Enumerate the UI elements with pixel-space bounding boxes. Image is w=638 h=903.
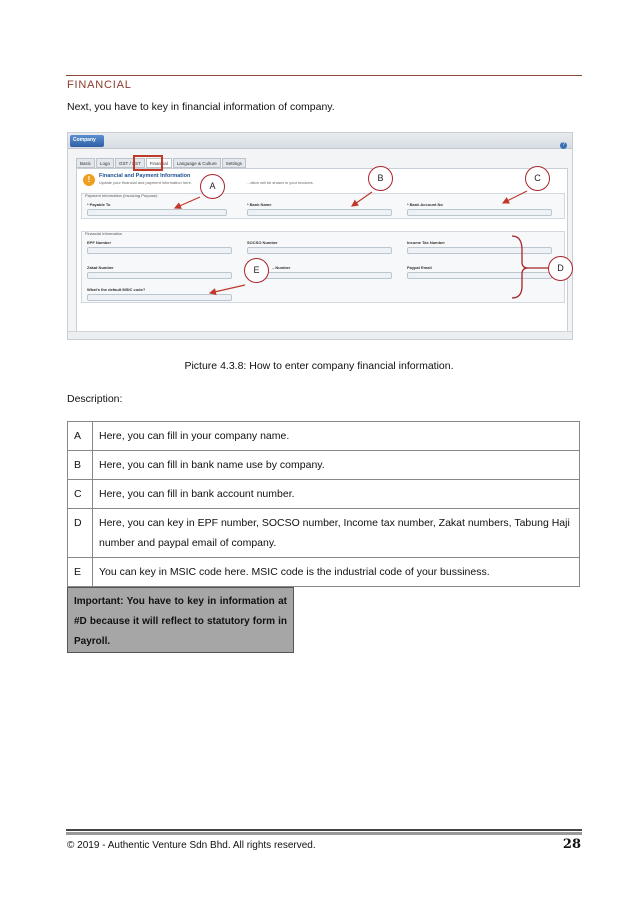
callout-c: C <box>525 166 550 191</box>
row-text: Here, you can fill in bank name use by company. <box>93 451 580 480</box>
row-text: Here, you can key in EPF number, SOCSO number, Income tax number, Zakat numbers, Tabung Haji number and paypal email of company. <box>93 509 580 558</box>
screenshot-footer-bar <box>68 331 573 340</box>
tab-financial: Financial <box>146 158 172 168</box>
row-key: D <box>68 509 93 558</box>
page-number: 28 <box>562 837 581 852</box>
panel-title: Financial and Payment Information <box>99 173 191 179</box>
bank-account-label: * Bank Account No <box>407 202 443 207</box>
financial-group-label: Financial Information <box>85 231 123 236</box>
paypal-label: Paypal Email <box>407 265 432 270</box>
financial-panel <box>76 168 568 338</box>
footer-copyright: © 2019 - Authentic Venture Sdn Bhd. All rights reserved. <box>67 840 316 851</box>
bank-account-field <box>407 209 552 216</box>
row-text: You can key in MSIC code here. MSIC code is the industrial code of your bussiness. <box>93 558 580 587</box>
table-row <box>68 451 580 480</box>
row-key: C <box>68 480 93 509</box>
callout-a: A <box>200 174 225 199</box>
callout-d: D <box>548 256 573 281</box>
tabung-haji-label: ...Number <box>272 265 291 270</box>
row-key: B <box>68 451 93 480</box>
income-tax-field <box>407 247 552 254</box>
panel-subtitle-right: ...ation will be shown in your invoices. <box>247 180 314 185</box>
row-key: A <box>68 422 93 451</box>
intro-text: Next, you have to key in financial information of company. <box>67 101 335 113</box>
msic-label: What's the default MSIC code? <box>87 287 146 292</box>
income-tax-label: Income Tax Number <box>407 240 445 245</box>
description-label: Description: <box>67 393 123 405</box>
payable-to-label: * Payable To <box>87 202 111 207</box>
tabung-haji-field <box>247 272 392 279</box>
bank-name-field <box>247 209 392 216</box>
company-tab: Company <box>70 135 104 147</box>
section-title: FINANCIAL <box>67 79 132 91</box>
table-row <box>68 558 580 587</box>
description-table <box>67 421 580 587</box>
callout-e: E <box>244 258 269 283</box>
financial-group <box>81 231 565 303</box>
figure-caption: Picture 4.3.8: How to enter company financial information. <box>184 360 454 372</box>
epf-label: EPF Number <box>87 240 112 245</box>
important-note: Important: You have to key in information at #D because it will reflect to statutory form in Payroll. <box>67 587 294 653</box>
info-icon: ! <box>83 174 95 186</box>
socso-label: SOCSO Number <box>247 240 278 245</box>
tab-gst-sst: GST / SST <box>115 158 145 168</box>
epf-field <box>87 247 232 254</box>
row-key: E <box>68 558 93 587</box>
zakat-label: Zakat Number <box>87 265 114 270</box>
footer-rule-shadow <box>66 832 582 835</box>
footer-rule <box>66 829 582 831</box>
screenshot-header <box>68 133 572 149</box>
tab-language-culture: Language & Culture <box>173 158 221 168</box>
header-rule <box>66 75 582 76</box>
row-text: Here, you can fill in your company name. <box>93 422 580 451</box>
payment-group-label: Payment Information (Invoicing Purpose) <box>85 193 158 198</box>
row-text: Here, you can fill in bank account number. <box>93 480 580 509</box>
callout-b: B <box>368 166 393 191</box>
socso-field <box>247 247 392 254</box>
table-row <box>68 509 580 558</box>
financial-tab-highlight <box>133 155 163 171</box>
help-icon: ? <box>560 142 567 149</box>
table-row <box>68 480 580 509</box>
bank-name-label: * Bank Name <box>247 202 272 207</box>
tab-settings: Settings <box>222 158 246 168</box>
msic-field <box>87 294 232 301</box>
zakat-field <box>87 272 232 279</box>
tab-logo: Logo <box>96 158 114 168</box>
table-row <box>68 422 580 451</box>
paypal-field <box>407 272 552 279</box>
panel-subtitle: Update your financial and payment information here. <box>99 180 192 185</box>
tab-basic: Basic <box>76 158 95 168</box>
payable-to-field <box>87 209 227 216</box>
